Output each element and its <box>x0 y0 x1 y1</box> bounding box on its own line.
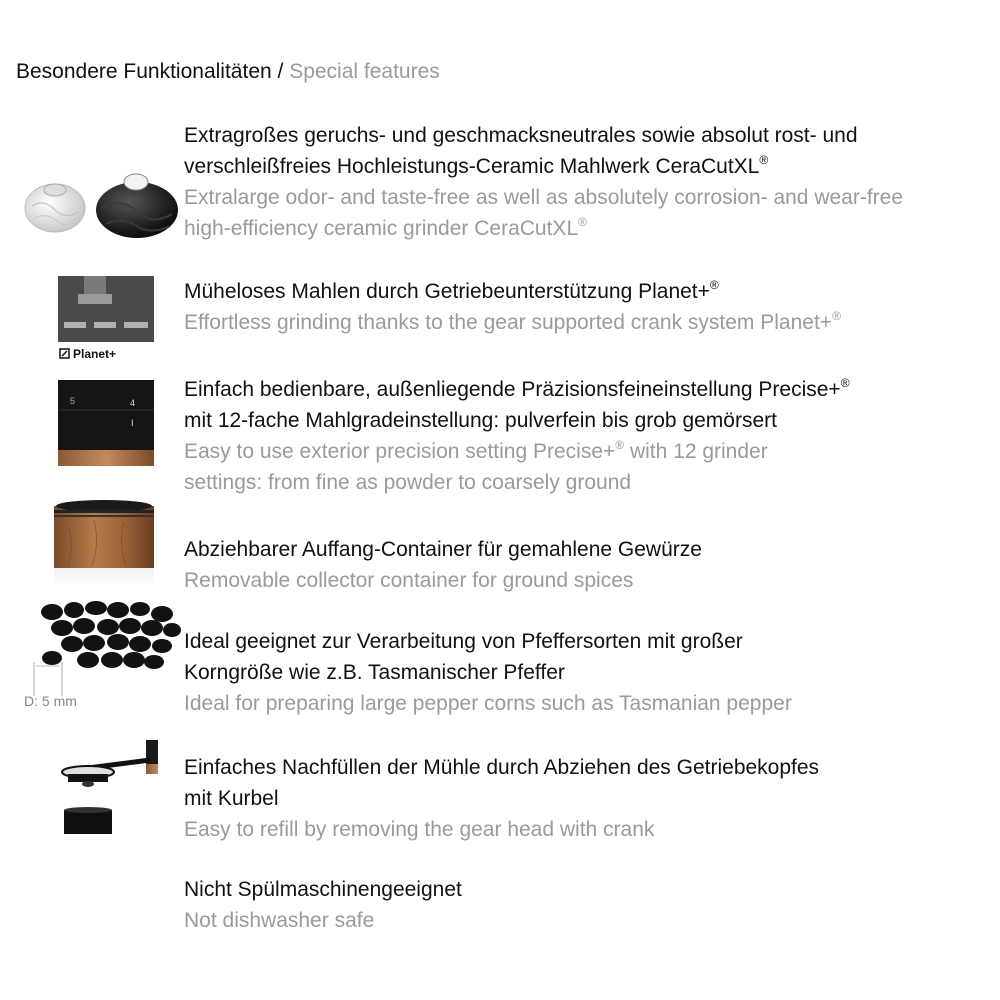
section-heading <box>16 60 440 84</box>
feature-text-en: Extralarge odor- and taste-free as well as absolutely corrosion- and wear-free <box>184 186 904 209</box>
planet-logo-label: Planet+ <box>73 347 117 361</box>
precision-dial-image <box>58 380 154 466</box>
feature-text-de: Extragroßes geruchs- und geschmacksneutrales sowie absolut rost- und <box>184 124 858 147</box>
diameter-label: D: 5 mm <box>24 693 77 709</box>
feature-text-de: verschleißfreies Hochleistungs-Ceramic Mahlwerk CeraCutXL® <box>184 153 769 178</box>
registered-mark: ® <box>832 309 841 323</box>
feature-text-de: mit Kurbel <box>184 787 279 810</box>
dial-mark: 5 <box>70 396 76 406</box>
heading-en: Special features <box>289 60 440 83</box>
registered-mark: ® <box>759 153 769 167</box>
feature-refill <box>184 752 984 845</box>
feature-precision-setting <box>184 374 984 498</box>
feature-text-en: Easy to refill by removing the gear head with crank <box>184 818 655 841</box>
planet-gear-image <box>58 276 154 362</box>
feature-text-de: Ideal geeignet zur Verarbeitung von Pfeffersorten mit großer <box>184 630 743 653</box>
feature-text-en: settings: from fine as powder to coarsely ground <box>184 471 632 494</box>
feature-large-pepper <box>184 626 984 719</box>
feature-text-en: Effortless grinding thanks to the gear supported crank system Planet+® <box>184 309 841 334</box>
feature-collector-container <box>184 534 984 596</box>
registered-mark: ® <box>840 376 850 390</box>
dial-mark: 4 <box>130 398 136 408</box>
feature-text-de: Einfaches Nachfüllen der Mühle durch Abziehen des Getriebekopfes <box>184 756 820 779</box>
feature-text-de: Korngröße wie z.B. Tasmanischer Pfeffer <box>184 661 565 684</box>
feature-text-de: Müheloses Mahlen durch Getriebeunterstützung Planet+® <box>184 278 719 303</box>
feature-text-en: Not dishwasher safe <box>184 909 375 932</box>
wood-container-image <box>54 498 154 588</box>
registered-mark: ® <box>615 438 625 452</box>
registered-mark: ® <box>709 278 719 292</box>
feature-text-en: Easy to use exterior precision setting Precise+® with 12 grinder <box>184 438 768 463</box>
feature-text-de: Einfach bedienbare, außenliegende Präzisionsfeineinstellung Precise+® <box>184 376 850 401</box>
ceramic-burr-image <box>22 168 182 240</box>
feature-text-de: mit 12-fache Mahlgradeinstellung: pulverfein bis grob gemörsert <box>184 409 777 432</box>
feature-planet-gear <box>184 276 984 338</box>
registered-mark: ® <box>578 215 587 229</box>
feature-ceramic-grinder <box>184 120 984 244</box>
feature-dishwasher <box>184 874 984 936</box>
feature-text-de: Abziehbarer Auffang-Container für gemahlene Gewürze <box>184 538 702 561</box>
pepper-corns-image <box>22 600 182 712</box>
heading-de: Besondere Funktionalitäten / <box>16 60 284 83</box>
feature-text-de: Nicht Spülmaschinengeeignet <box>184 878 462 901</box>
feature-text-en: Removable collector container for ground spices <box>184 569 634 592</box>
feature-text-en: Ideal for preparing large pepper corns such as Tasmanian pepper <box>184 692 792 715</box>
feature-text-en: high-efficiency ceramic grinder CeraCutXL® <box>184 215 587 240</box>
gear-head-crank-image <box>58 738 168 836</box>
dial-mark: I <box>131 418 134 428</box>
